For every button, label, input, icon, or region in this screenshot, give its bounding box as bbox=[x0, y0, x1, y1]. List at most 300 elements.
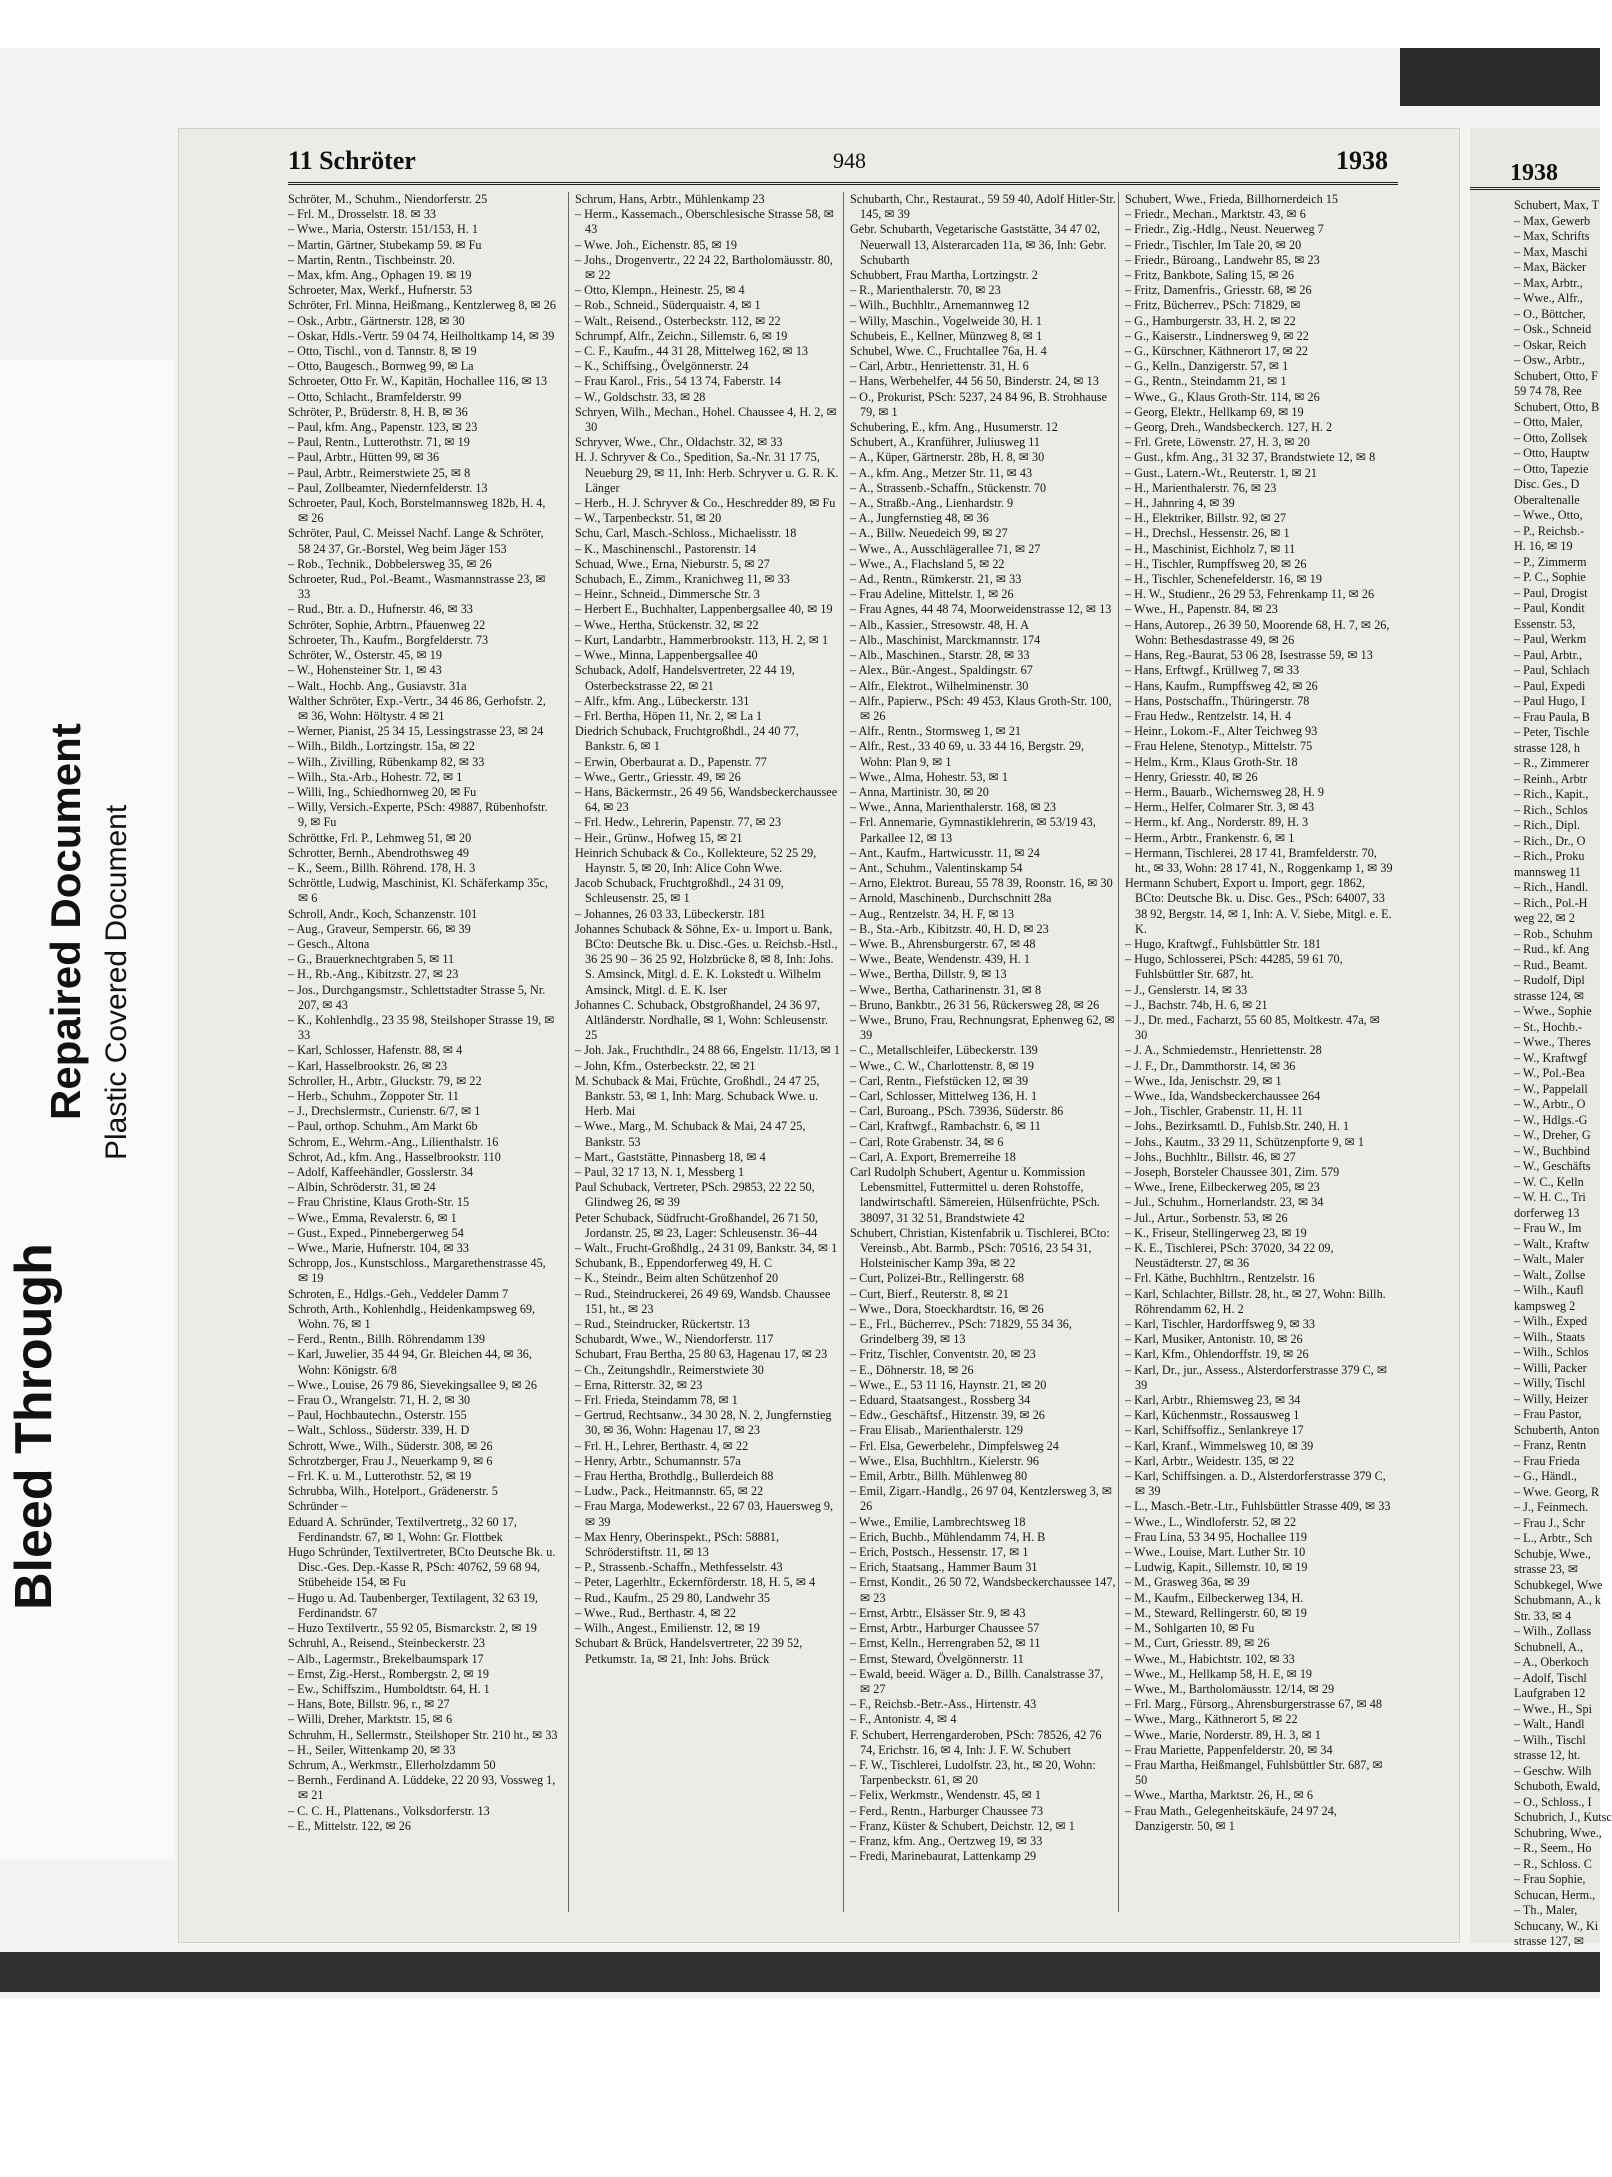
directory-entry: – Ludwig, Kapit., Sillemstr. 10, ✉ 19 bbox=[1125, 1560, 1308, 1575]
directory-entry: – Anna, Martinistr. 30, ✉ 20 bbox=[850, 784, 989, 799]
directory-entry: – Joseph, Borsteler Chaussee 301, Zim. 579 bbox=[1125, 1165, 1340, 1179]
directory-entry: – Franz, Küster & Schubert, Deichstr. 12, ✉ 1 bbox=[850, 1818, 1075, 1833]
directory-entry: – Wwe., Minna, Lappenbergsallee 40 bbox=[575, 648, 758, 663]
directory-entry: Schubbert, Frau Martha, Lortzingstr. 2 bbox=[850, 268, 1038, 283]
directory-page bbox=[178, 128, 1460, 1943]
facing-page-entry: strasse 127, ✉ bbox=[1514, 1934, 1585, 1948]
facing-page-entry: – Paul, Schlach bbox=[1514, 663, 1590, 677]
directory-entry: – Wwe., Hertha, Stückenstr. 32, ✉ 22 bbox=[575, 617, 759, 632]
directory-entry: Schröter, P., Brüderstr. 8, H. B, ✉ 36 bbox=[288, 404, 468, 419]
directory-entry: – Wwe., Marg., Käthnerort 5, ✉ 22 bbox=[1125, 1712, 1298, 1727]
directory-entry: – Frau Christine, Klaus Groth-Str. 15 bbox=[288, 1195, 470, 1210]
directory-entry: – Carl, Arbtr., Henriettenstr. 31, H. 6 bbox=[850, 359, 1029, 374]
directory-entry: M. Schuback & Mai, Früchte, Großhdl., 24 47 25, Bankstr. 53, ✉ 1, Inh: Marg. Schuback Wwe. u. Herb. Mai bbox=[575, 1073, 820, 1119]
facing-page-entry: – W., Dreher, G bbox=[1514, 1128, 1591, 1142]
directory-entry: – H., Elektriker, Billstr. 92, ✉ 27 bbox=[1125, 511, 1287, 526]
facing-page-entry: – R., Seem., Ho bbox=[1514, 1841, 1592, 1855]
directory-entry: – H., Jahnring 4, ✉ 39 bbox=[1125, 496, 1235, 511]
directory-entry: – Herb., Schuhm., Zoppoter Str. 11 bbox=[288, 1088, 459, 1103]
directory-entry: Johannes C. Schuback, Obstgroßhandel, 24 36 97, Altländerstr. Nordhalle, ✉ 1, Wohn: Schleusenstr. 25 bbox=[575, 997, 828, 1043]
facing-page-entry: Schubert, Otto, F bbox=[1514, 368, 1598, 383]
directory-entry: – Frau Lina, 53 34 95, Hochallee 119 bbox=[1125, 1529, 1307, 1544]
facing-page-entry: – W., Hdlgs.-G bbox=[1514, 1112, 1588, 1127]
directory-entry: – Erna, Ritterstr. 32, ✉ 23 bbox=[575, 1377, 703, 1392]
directory-entry: – Ant., Schuhm., Valentinskamp 54 bbox=[850, 860, 1023, 875]
directory-entry: – Wwe., Elsa, Buchhltrn., Kielerstr. 96 bbox=[850, 1453, 1039, 1468]
facing-page-entry: – Max, Schrifts bbox=[1514, 229, 1590, 243]
directory-entry: – Wwe., C. W., Charlottenstr. 8, ✉ 19 bbox=[850, 1058, 1034, 1073]
directory-entry: Schröter, M., Schuhm., Niendorferstr. 25 bbox=[288, 192, 488, 206]
directory-entry: – Huzo Textilvertr., 55 92 05, Bismarckstr. 2, ✉ 19 bbox=[288, 1621, 537, 1636]
directory-entry: Paul Schuback, Vertreter, PSch. 29853, 22 22 50, Glindweg 26, ✉ 39 bbox=[575, 1180, 815, 1210]
directory-entry: – Henry, Griesstr. 40, ✉ 26 bbox=[1125, 769, 1258, 784]
directory-entry: – Hugo, Schlosserei, PSch: 44285, 59 61 70, Fuhlsbüttler Str. 687, ht. bbox=[1125, 952, 1343, 982]
facing-page-entry: strasse 12, ht. bbox=[1514, 1748, 1581, 1762]
directory-entry: – Wwe., A., Flachsland 5, ✉ 22 bbox=[850, 556, 1005, 571]
directory-entry: – Wwe., Martha, Marktstr. 26, H., ✉ 6 bbox=[1125, 1788, 1314, 1803]
directory-entry: – Wwe., Rud., Berthastr. 4, ✉ 22 bbox=[575, 1605, 736, 1620]
directory-entry: – Joh., Tischler, Grabenstr. 11, H. 11 bbox=[1125, 1104, 1304, 1119]
directory-entry: – K. E., Tischlerei, PSch: 37020, 34 22 09, Neustädterstr. 27, ✉ 36 bbox=[1125, 1241, 1334, 1271]
directory-entry: – Alb., Kassier., Stresowstr. 48, H. A bbox=[850, 617, 1030, 632]
facing-page-entry: Schuberth, Anton bbox=[1514, 1422, 1600, 1437]
facing-page-entry: 59 74 78, Ree bbox=[1514, 384, 1582, 398]
facing-page-entry: Schubring, Wwe., bbox=[1514, 1825, 1602, 1840]
directory-entry: – H., Marienthalerstr. 76, ✉ 23 bbox=[1125, 480, 1277, 495]
facing-page-entry: – Otto, Maler, bbox=[1514, 415, 1583, 429]
directory-entry: – Jul., Schuhm., Hornerlandstr. 23, ✉ 34 bbox=[1125, 1195, 1324, 1210]
directory-entry: – Otto, Baugesch., Bornweg 99, ✉ La bbox=[288, 359, 474, 374]
directory-entry: – Joh. Jak., Fruchthdlr., 24 88 66, Engelstr. 11/13, ✉ 1 bbox=[575, 1043, 841, 1058]
directory-entry: Schrom, E., Wehrm.-Ang., Lilienthalstr. 16 bbox=[288, 1134, 499, 1149]
directory-entry: – G., Hamburgerstr. 33, H. 2, ✉ 22 bbox=[1125, 313, 1296, 328]
directory-entry: – Johs., Kautm., 33 29 11, Schützenpforte 9, ✉ 1 bbox=[1125, 1134, 1364, 1149]
directory-entry: H. J. Schryver & Co., Spedition, Sa.-Nr. 31 17 75, Neueburg 29, ✉ 11, Inh: Herb. Schryver u. G. R. K. Länger bbox=[575, 450, 839, 495]
directory-entry: – Karl, Kranf., Wimmelsweg 10, ✉ 39 bbox=[1125, 1438, 1314, 1453]
directory-entry: – Rud., Steindrucker, Rückertstr. 13 bbox=[575, 1317, 750, 1332]
directory-entry: – Karl, Tischler, Hardorffsweg 9, ✉ 33 bbox=[1125, 1317, 1315, 1332]
directory-entry: – Ew., Schiffszim., Humboldtstr. 64, H. 1 bbox=[288, 1681, 490, 1696]
directory-entry: – Osk., Arbtr., Gärtnerstr. 128, ✉ 30 bbox=[288, 313, 465, 328]
facing-page-entry: Schubnell, A., bbox=[1514, 1639, 1584, 1654]
directory-entry: Schroeter, Rud., Pol.-Beamt., Wasmannstrasse 23, ✉ 33 bbox=[288, 572, 546, 602]
directory-entry: – Karl, Arbtr., Rhiemsweg 23, ✉ 34 bbox=[1125, 1393, 1301, 1408]
directory-entry: – Alex., Bür.-Angest., Spaldingstr. 67 bbox=[850, 663, 1033, 678]
directory-entry: – Erich, Postsch., Hessenstr. 17, ✉ 1 bbox=[850, 1545, 1029, 1560]
directory-entry: – Alfr., Rest., 33 40 69, u. 33 44 16, Bergstr. 29, Wohn: Plan 9, ✉ 1 bbox=[850, 739, 1085, 769]
directory-entry: – Herm., Kassemach., Oberschlesische Strasse 58, ✉ 43 bbox=[575, 207, 834, 237]
directory-entry: Heinrich Schuback & Co., Kollekteure, 52 25 29, Haynstr. 5, ✉ 20, Inh: Alice Cohn Wwe. bbox=[575, 845, 817, 875]
directory-entry: – Paul, Rentn., Lutterothstr. 71, ✉ 19 bbox=[288, 435, 470, 450]
directory-entry: Schubert, Wwe., Frieda, Billhornerdeich 15 bbox=[1125, 192, 1339, 206]
directory-entry: – Frau Agnes, 44 48 74, Moorweidenstrasse 12, ✉ 13 bbox=[850, 602, 1112, 617]
directory-entry: Schropp, Jos., Kunstschloss., Margarethenstrasse 45, ✉ 19 bbox=[288, 1256, 546, 1286]
facing-page-entry: – Rich., Kapit., bbox=[1514, 787, 1589, 801]
facing-page-entry: Schubje, Wwe., bbox=[1514, 1546, 1591, 1561]
directory-entry: Schubart, Frau Bertha, 25 80 63, Hagenau 17, ✉ 23 bbox=[575, 1347, 828, 1362]
directory-entry: – Willi, Dreher, Marktstr. 15, ✉ 6 bbox=[288, 1712, 453, 1727]
facing-page-entry: – Wwe., Sophie bbox=[1514, 1004, 1592, 1018]
directory-entry: – Wwe., Marie, Norderstr. 89, H. 3, ✉ 1 bbox=[1125, 1727, 1321, 1742]
facing-page-entry: – W., Kraftwgf bbox=[1514, 1050, 1588, 1065]
directory-entry: – H., Seiler, Wittenkamp 20, ✉ 33 bbox=[288, 1742, 456, 1757]
facing-page-entry: Schucany, W., Ki bbox=[1514, 1918, 1599, 1933]
directory-entry: Schröter, Sophie, Arbtrn., Pfauenweg 22 bbox=[288, 617, 486, 632]
directory-entry: Schubach, E., Zimm., Kranichweg 11, ✉ 33 bbox=[575, 572, 790, 587]
directory-entry: – Karl, Küchenmstr., Rossausweg 1 bbox=[1125, 1408, 1300, 1423]
directory-entry: – Paul, Arbtr., Hütten 99, ✉ 36 bbox=[288, 450, 440, 465]
directory-entry: – Hans, Kaufm., Rumpffsweg 42, ✉ 26 bbox=[1125, 678, 1318, 693]
directory-entry: Schroeter, Th., Kaufm., Borgfelderstr. 73 bbox=[288, 632, 489, 647]
directory-entry: – Alb., Maschinist, Marckmannstr. 174 bbox=[850, 632, 1041, 647]
directory-entry: Schroller, H., Arbtr., Gluckstr. 79, ✉ 22 bbox=[288, 1073, 482, 1088]
facing-page-entry: – Otto, Hauptw bbox=[1514, 446, 1590, 460]
directory-entry: Schubeis, E., Kellner, Münzweg 8, ✉ 1 bbox=[850, 328, 1043, 343]
directory-entry: – Alfr., Elektrot., Wilhelminenstr. 30 bbox=[850, 678, 1029, 693]
directory-entry: – Karl, Juwelier, 35 44 94, Gr. Bleichen 44, ✉ 36, Wohn: Königstr. 6/8 bbox=[288, 1347, 532, 1377]
facing-page-entry: – Wilh., Schlos bbox=[1514, 1345, 1589, 1359]
facing-page-entry: – Paul, Kondit bbox=[1514, 601, 1585, 615]
facing-page-entry: – Frau Sophie, bbox=[1514, 1872, 1586, 1886]
directory-entry: – A., Jungfernstieg 48, ✉ 36 bbox=[850, 511, 989, 526]
facing-page-entry: – Adolf, Tischl bbox=[1514, 1670, 1587, 1685]
directory-entry: – H., Tischler, Rumpffsweg 20, ✉ 26 bbox=[1125, 556, 1307, 571]
facing-page-entry: – Wwe., Alfr., bbox=[1514, 291, 1583, 305]
directory-entry: Gebr. Schubarth, Vegetarische Gaststätte, 34 47 02, Neuerwall 13, Alsterarcaden 11a, ✉ 36, Inh: Gebr. Schubarth bbox=[850, 222, 1107, 267]
directory-entry: – Wwe., Gertr., Griesstr. 49, ✉ 26 bbox=[575, 769, 741, 784]
directory-entry: – G., Brauerknechtgraben 5, ✉ 11 bbox=[288, 952, 455, 967]
facing-page-entry: – A., Oberkoch bbox=[1514, 1655, 1589, 1669]
directory-entry: – Frau Math., Gelegenheitskäufe, 24 97 24, Danzigerstr. 50, ✉ 1 bbox=[1125, 1803, 1337, 1833]
facing-page-entry: – Peter, Tischle bbox=[1514, 725, 1590, 739]
directory-column-4 bbox=[1118, 192, 1395, 1912]
directory-entry: – Herm., Bauarb., Wichernsweg 28, H. 9 bbox=[1125, 784, 1324, 799]
directory-entry: Schruhm, H., Sellermstr., Steilshoper Str. 210 ht., ✉ 33 bbox=[288, 1727, 558, 1742]
directory-entry: – Paul, Zollbeamter, Niedernfelderstr. 13 bbox=[288, 480, 488, 495]
directory-entry: – Wwe., Irene, Eilbeckerweg 205, ✉ 23 bbox=[1125, 1180, 1320, 1195]
directory-entry: – J., Drechslermstr., Curienstr. 6/7, ✉ 1 bbox=[288, 1104, 481, 1119]
directory-entry: – Wwe., Bruno, Frau, Rechnungsrat, Ephenweg 62, ✉ 39 bbox=[850, 1012, 1115, 1043]
directory-entry: – Ad., Rentn., Rümkerstr. 21, ✉ 33 bbox=[850, 572, 1022, 587]
directory-entry: – Heinr., Lokom.-F., Alter Teichweg 93 bbox=[1125, 724, 1318, 739]
facing-page-entry: – Max, Bäcker bbox=[1514, 260, 1587, 274]
directory-entry: – Carl, Rote Grabenstr. 34, ✉ 6 bbox=[850, 1134, 1004, 1149]
directory-entry: – Paul, kfm. Ang., Papenstr. 123, ✉ 23 bbox=[288, 420, 478, 435]
facing-page-entry: H. 16, ✉ 19 bbox=[1514, 539, 1573, 553]
directory-entry: – Wwe., M., Habichtstr. 102, ✉ 33 bbox=[1125, 1651, 1295, 1666]
directory-entry: – Hans, Werbehelfer, 44 56 50, Binderstr. 24, ✉ 13 bbox=[850, 374, 1099, 389]
facing-page-entry: – P. C., Sophie bbox=[1514, 570, 1586, 584]
facing-page-entry: – Max, Maschi bbox=[1514, 244, 1588, 259]
facing-page-entry: – G., Händl., bbox=[1514, 1469, 1577, 1483]
directory-entry: – K., Maschinenschl., Pastorenstr. 14 bbox=[575, 541, 757, 556]
directory-entry: – A., Küper, Gärtnerstr. 28b, H. 8, ✉ 30 bbox=[850, 450, 1045, 465]
directory-entry: – Albin, Schröderstr. 31, ✉ 24 bbox=[288, 1180, 436, 1195]
directory-entry: – F. W., Tischlerei, Ludolfstr. 23, ht., ✉ 20, Wohn: Tarpenbeckstr. 61, ✉ 20 bbox=[850, 1757, 1096, 1788]
directory-entry: – W., Hohensteiner Str. 1, ✉ 43 bbox=[288, 663, 442, 678]
directory-entry: – Frau Helene, Stenotyp., Mittelstr. 75 bbox=[1125, 739, 1313, 754]
directory-entry: – Frl. Käthe, Buchhltrn., Rentzelstr. 16 bbox=[1125, 1271, 1315, 1286]
directory-entry: – Wwe., Emma, Revalerstr. 6, ✉ 1 bbox=[288, 1210, 457, 1225]
directory-entry: Schroll, Andr., Koch, Schanzenstr. 101 bbox=[288, 906, 478, 921]
directory-entry: – Karl, Musiker, Antonistr. 10, ✉ 26 bbox=[1125, 1332, 1303, 1347]
directory-entry: – K., Seem., Billh. Röhrend. 178, H. 3 bbox=[288, 860, 476, 875]
directory-entry: – Herbert E., Buchhalter, Lappenbergsallee 40, ✉ 19 bbox=[575, 602, 833, 617]
facing-page-entry: – Wwe. Georg, R bbox=[1514, 1484, 1600, 1499]
directory-entry: – Herb., H. J. Schryver & Co., Heschredder 89, ✉ Fu bbox=[575, 496, 836, 511]
directory-entry: – Henry, Arbtr., Schumannstr. 57a bbox=[575, 1453, 741, 1468]
directory-entry: – J. A., Schmiedemstr., Henriettenstr. 28 bbox=[1125, 1043, 1322, 1058]
directory-entry: – Max Henry, Oberinspekt., PSch: 58881, Schröderstiftstr. 11, ✉ 13 bbox=[575, 1529, 780, 1560]
facing-page-entry: – Frau W., Im bbox=[1514, 1221, 1582, 1235]
directory-entry: – M., Curt, Griesstr. 89, ✉ 26 bbox=[1125, 1636, 1270, 1651]
directory-entry: – H., Drechsl., Hessenstr. 26, ✉ 1 bbox=[1125, 526, 1290, 541]
directory-entry: – Arnold, Maschinenb., Durchschnitt 28a bbox=[850, 891, 1052, 906]
directory-entry: – Georg, Dreh., Wandsbeckerch. 127, H. 2 bbox=[1125, 420, 1333, 435]
directory-entry: – Paul, orthop. Schuhm., Am Markt 6b bbox=[288, 1119, 478, 1134]
directory-entry: – Alb., Lagermstr., Brekelbaumspark 17 bbox=[288, 1651, 484, 1666]
directory-entry: Schubarth, Chr., Restaurat., 59 59 40, Adolf Hitler-Str. 145, ✉ 39 bbox=[850, 192, 1116, 222]
directory-entry: – Alfr., kfm. Ang., Lübeckerstr. 131 bbox=[575, 693, 750, 708]
directory-entry: – M., Sohlgarten 10, ✉ Fu bbox=[1125, 1621, 1255, 1636]
facing-page-entry: strasse 128, h bbox=[1514, 740, 1581, 755]
directory-entry: Schruhl, A., Reisend., Steinbeckerstr. 23 bbox=[288, 1636, 486, 1651]
facing-page-entry: – Wwe., Otto, bbox=[1514, 508, 1583, 522]
directory-entry: – Curt, Bierf., Reuterstr. 8, ✉ 21 bbox=[850, 1286, 1009, 1301]
page-year: 1938 bbox=[1336, 146, 1388, 175]
directory-entry: Schröttle, Ludwig, Maschinist, Kl. Schäferkamp 35c, ✉ 6 bbox=[288, 876, 548, 906]
directory-entry: Schrot, Ad., kfm. Ang., Hasselbrookstr. 110 bbox=[288, 1149, 501, 1164]
directory-entry: – Wwe., Dora, Stoeckhardtstr. 16, ✉ 26 bbox=[850, 1301, 1044, 1316]
directory-entry: – Johs., Drogenvertr., 22 24 22, Bartholomäusstr. 80, ✉ 22 bbox=[575, 252, 833, 283]
directory-entry: – L., Masch.-Betr.-Ltr., Fuhlsbüttler Strasse 409, ✉ 33 bbox=[1125, 1499, 1391, 1514]
directory-entry: – Karl, Schiffsoffiz., Senlankreye 17 bbox=[1125, 1423, 1304, 1438]
facing-page-entry: – W., Buchbind bbox=[1514, 1143, 1590, 1158]
directory-entry: – W., Goldschstr. 33, ✉ 28 bbox=[575, 389, 706, 404]
facing-page-entry: – Osw., Arbtr., bbox=[1514, 353, 1585, 367]
facing-page-entry: Schubrich, J., Kutsc bbox=[1514, 1810, 1612, 1824]
directory-entry: – J., Genslerstr. 14, ✉ 33 bbox=[1125, 982, 1248, 997]
facing-page-entry: mannsweg 11 bbox=[1514, 864, 1581, 879]
directory-entry: – K., Steindr., Beim alten Schützenhof 20 bbox=[575, 1271, 779, 1286]
directory-entry: – Wwe., Louise, Mart. Luther Str. 10 bbox=[1125, 1545, 1306, 1560]
directory-columns bbox=[288, 192, 1398, 1912]
facing-page-entry: – Paul, Expedi bbox=[1514, 678, 1586, 693]
facing-page-entry: – Oskar, Reich bbox=[1514, 337, 1587, 352]
facing-page-entry: – Geschw. Wilh bbox=[1514, 1763, 1592, 1778]
directory-entry: – A., kfm. Ang., Metzer Str. 11, ✉ 43 bbox=[850, 465, 1033, 480]
facing-page-entry: – Frau Pastor, bbox=[1514, 1407, 1582, 1421]
directory-entry: – Karl, Hasselbrookstr. 26, ✉ 23 bbox=[288, 1058, 448, 1073]
directory-entry: – Hans, Reg.-Baurat, 53 06 28, Isestrasse 59, ✉ 13 bbox=[1125, 648, 1373, 663]
directory-entry: – Fritz, Bankbote, Saling 15, ✉ 26 bbox=[1125, 268, 1294, 283]
directory-entry: – M., Kaufm., Eilbeckerweg 134, H. bbox=[1125, 1590, 1304, 1605]
directory-entry: – A., Strassenb.-Schaffn., Stückenstr. 70 bbox=[850, 480, 1047, 495]
facing-page-entry: – Wilh., Tischl bbox=[1514, 1732, 1586, 1747]
directory-entry: – Carl, Kraftwgf., Rambachstr. 6, ✉ 11 bbox=[850, 1119, 1041, 1134]
facing-page-entry: – Rudolf, Dipl bbox=[1514, 973, 1585, 987]
facing-page-entry: – Rich., Proku bbox=[1514, 849, 1585, 863]
facing-page-entry: – Frau Paula, B bbox=[1514, 709, 1590, 724]
facing-page-entry: – Willi, Packer bbox=[1514, 1360, 1587, 1375]
directory-entry: – J., Bachstr. 74b, H. 6, ✉ 21 bbox=[1125, 997, 1268, 1012]
directory-entry: – B., Sta.-Arb., Kibitzstr. 40, H. D, ✉ 23 bbox=[850, 921, 1049, 936]
directory-entry: Peter Schuback, Südfrucht-Großhandel, 26 71 50, Jordanstr. 25, ✉ 23, Lager: Schleusenstr. 36–44 bbox=[575, 1210, 819, 1240]
directory-entry: – Herm., Arbtr., Frankenstr. 6, ✉ 1 bbox=[1125, 830, 1295, 845]
directory-entry: Schu, Carl, Masch.-Schloss., Michaelisstr. 18 bbox=[575, 526, 797, 541]
facing-page-entry: Schubkegel, Wwe bbox=[1514, 1577, 1603, 1592]
directory-entry: – Heinr., Schneid., Dimmersche Str. 3 bbox=[575, 587, 760, 602]
directory-entry: Jacob Schuback, Fruchtgroßhdl., 24 31 09, Schleusenstr. 25, ✉ 1 bbox=[575, 876, 784, 906]
facing-page-entry: Schubert, Otto, B bbox=[1514, 399, 1600, 414]
facing-page-entry: – Willy, Heizer bbox=[1514, 1391, 1588, 1406]
facing-page-entry: Oberaltenalle bbox=[1514, 492, 1580, 507]
directory-entry: Eduard A. Schründer, Textilvertretg., 32 60 17, Ferdinandstr. 67, ✉ 1, Wohn: Gr. Flottbek bbox=[288, 1514, 517, 1544]
directory-entry: – Wilh., Angest., Emilienstr. 12, ✉ 19 bbox=[575, 1621, 760, 1636]
directory-entry: – Wwe., M., Hellkamp 58, H. E, ✉ 19 bbox=[1125, 1666, 1313, 1681]
directory-entry: – Franz, kfm. Ang., Oertzweg 19, ✉ 33 bbox=[850, 1833, 1043, 1848]
directory-entry: Diedrich Schuback, Fruchtgroßhdl., 24 40 77, Bankstr. 6, ✉ 1 bbox=[575, 724, 799, 754]
directory-entry: – Walt., Schloss., Süderstr. 339, H. D bbox=[288, 1423, 470, 1438]
directory-entry: – C. F., Kaufm., 44 31 28, Mittelweg 162, ✉ 13 bbox=[575, 344, 809, 359]
facing-page-year: 1938 bbox=[1470, 128, 1600, 190]
directory-entry: Johannes Schuback & Söhne, Ex- u. Import u. Bank, BCto: Deutsche Bk. u. Disc.-Ges. u. Reichsb.-Hstl., 36 25 90 – 36 25 92, Holzbrücke 8, ✉ 8, Inh: Johs. S. Amsinck, Mitgl. d. E. K. Lokstedt u. Wilhelm Amsinck, Mitgl. d. E. K. Iser bbox=[575, 921, 838, 997]
directory-entry: – Frl. Annemarie, Gymnastiklehrerin, ✉ 53/19 43, Parkallee 12, ✉ 13 bbox=[850, 815, 1096, 845]
directory-entry: – Gesch., Altona bbox=[288, 936, 370, 951]
directory-entry: Schroten, E., Hdlgs.-Geh., Veddeler Damm 7 bbox=[288, 1286, 509, 1301]
directory-column-1 bbox=[288, 192, 558, 1912]
directory-entry: Walther Schröter, Exp.-Vertr., 34 46 86, Gerhofstr. 2, ✉ 36, Wohn: Höltystr. 4 ✉ 21 bbox=[288, 693, 546, 723]
directory-entry: – Paul, Hochbautechn., Osterstr. 155 bbox=[288, 1408, 467, 1423]
directory-entry: Schryver, Wwe., Chr., Oldachstr. 32, ✉ 33 bbox=[575, 435, 783, 450]
directory-entry: – Wwe., E., 53 11 16, Haynstr. 21, ✉ 20 bbox=[850, 1377, 1047, 1392]
directory-entry: – Hans, Autorep., 26 39 50, Moorende 68, H. 7, ✉ 26, Wohn: Bethesdastrasse 49, ✉ 26 bbox=[1125, 617, 1390, 647]
directory-entry: – Frl. H., Lehrer, Berthastr. 4, ✉ 22 bbox=[575, 1438, 749, 1453]
directory-entry: – Erich, Buchb., Mühlendamm 74, H. B bbox=[850, 1529, 1046, 1544]
directory-entry: – Wilh., Bildh., Lortzingstr. 15a, ✉ 22 bbox=[288, 739, 475, 754]
directory-entry: – Rud., Steindruckerei, 26 49 69, Wandsb. Chaussee 151, ht., ✉ 23 bbox=[575, 1286, 831, 1316]
directory-entry: – Edw., Geschäftsf., Hitzenstr. 39, ✉ 26 bbox=[850, 1408, 1045, 1423]
directory-entry: – Hans, Bote, Billstr. 96, r., ✉ 27 bbox=[288, 1697, 450, 1712]
directory-entry: – Wwe., Louise, 26 79 86, Sievekingsallee 9, ✉ 26 bbox=[288, 1377, 537, 1392]
directory-entry: – Fritz, Tischler, Conventstr. 20, ✉ 23 bbox=[850, 1347, 1036, 1362]
directory-entry: Schubert, A., Kranführer, Juliusweg 11 bbox=[850, 435, 1040, 450]
directory-entry: – Frl. Bertha, Höpen 11, Nr. 2, ✉ La 1 bbox=[575, 708, 763, 723]
directory-entry: – Mart., Gaststätte, Pinnasberg 18, ✉ 4 bbox=[575, 1149, 766, 1164]
facing-page-entry: – Rud., Beamt. bbox=[1514, 957, 1588, 972]
facing-page-entry: – Otto, Tapezie bbox=[1514, 461, 1589, 476]
facing-page-entry: – Max, Gewerb bbox=[1514, 213, 1591, 228]
directory-entry: – Gust., kfm. Ang., 31 32 37, Brandstwiete 12, ✉ 8 bbox=[1125, 450, 1376, 465]
directory-entry: – Hugo, Kraftwgf., Fuhlsbüttler Str. 181 bbox=[1125, 936, 1322, 951]
facing-page-entry: – W. H. C., Tri bbox=[1514, 1190, 1586, 1204]
directory-column-3 bbox=[843, 192, 1116, 1912]
facing-page-entry: – Rich., Schlos bbox=[1514, 802, 1588, 817]
facing-page-entry: – Paul, Arbtr., bbox=[1514, 647, 1583, 662]
directory-entry: – Helm., Krm., Klaus Groth-Str. 18 bbox=[1125, 754, 1298, 769]
directory-entry: – Hans, Postschaffn., Thüringerstr. 78 bbox=[1125, 693, 1310, 708]
directory-entry: – Carl, Buroang., PSch. 73936, Süderstr. 86 bbox=[850, 1104, 1064, 1119]
directory-entry: – Wwe., Ida, Wandsbeckerchaussee 264 bbox=[1125, 1088, 1321, 1103]
directory-entry: – A., Straßb.-Ang., Lienhardstr. 9 bbox=[850, 496, 1014, 511]
directory-entry: – O., Prokurist, PSch: 5237, 24 84 96, B. Strohhause 79, ✉ 1 bbox=[850, 389, 1107, 419]
facing-page-entry: – J., Feinmech. bbox=[1514, 1500, 1589, 1514]
directory-entry: – Gertrud, Rechtsanw., 34 30 28, N. 2, Jungfernstieg 30, ✉ 36, Wohn: Hagenau 17, ✉ 23 bbox=[575, 1408, 832, 1438]
directory-entry: – Frau O., Wrangelstr. 71, H. 2, ✉ 30 bbox=[288, 1393, 471, 1408]
directory-entry: – Peter, Lagerhltr., Eckernförderstr. 18, H. 5, ✉ 4 bbox=[575, 1575, 816, 1590]
directory-entry: – Alfr., Rentn., Stormsweg 1, ✉ 21 bbox=[850, 724, 1022, 739]
facing-page-entry: Disc. Ges., D bbox=[1514, 477, 1580, 491]
directory-entry: – Ernst, Arbtr., Elsässer Str. 9, ✉ 43 bbox=[850, 1605, 1026, 1620]
repaired-document-label: Repaired Document bbox=[42, 723, 89, 1120]
directory-entry: – Wwe. Joh., Eichenstr. 85, ✉ 19 bbox=[575, 237, 737, 252]
directory-entry: – Wwe., Marg., M. Schuback & Mai, 24 47 25, Bankstr. 53 bbox=[575, 1119, 806, 1149]
directory-entry: – Johannes, 26 03 33, Lübeckerstr. 181 bbox=[575, 906, 766, 921]
directory-entry: – Carl, Rentn., Fiefstücken 12, ✉ 39 bbox=[850, 1073, 1029, 1088]
directory-entry: – K., Friseur, Stellingerweg 23, ✉ 19 bbox=[1125, 1225, 1307, 1240]
directory-entry: – Frau Marga, Modewerkst., 22 67 03, Hauersweg 9, ✉ 39 bbox=[575, 1499, 834, 1529]
facing-page-entry: Schucan, Herm., bbox=[1514, 1887, 1596, 1902]
directory-entry: Schrotter, Bernh., Abendrothsweg 49 bbox=[288, 845, 469, 860]
directory-entry: – Hugo u. Ad. Taubenberger, Textilagent, 32 63 19, Ferdinandstr. 67 bbox=[288, 1590, 538, 1620]
facing-page-entry: – L., Arbtr., Sch bbox=[1514, 1531, 1593, 1545]
directory-entry: – Friedr., Zig.-Hdlg., Neust. Neuerweg 7 bbox=[1125, 222, 1324, 237]
facing-page-entry: – W., Arbtr., O bbox=[1514, 1097, 1586, 1111]
facing-page-entry: – Frau Frieda bbox=[1514, 1453, 1580, 1468]
facing-page-entry: dorferweg 13 bbox=[1514, 1205, 1580, 1220]
directory-entry: Schubank, B., Eppendorferweg 49, H. C bbox=[575, 1256, 772, 1271]
directory-entry: – Heir., Grünw., Hofweg 15, ✉ 21 bbox=[575, 830, 743, 845]
directory-entry: – G., Rentn., Steindamm 21, ✉ 1 bbox=[1125, 374, 1287, 389]
directory-entry: – Carl, A. Export, Bremerreihe 18 bbox=[850, 1149, 1016, 1164]
directory-entry: – G., Kürschner, Käthnerort 17, ✉ 22 bbox=[1125, 344, 1309, 359]
directory-entry: – Willi, Ing., Schiedhornweg 20, ✉ Fu bbox=[288, 784, 477, 799]
directory-entry: – F., Antonistr. 4, ✉ 4 bbox=[850, 1712, 957, 1727]
directory-entry: – Ferd., Rentn., Harburger Chaussee 73 bbox=[850, 1803, 1044, 1818]
directory-entry: F. Schubert, Herrengarderoben, PSch: 78526, 42 76 74, Erichstr. 16, ✉ 4, Inh: J. F. W. Schubert bbox=[850, 1727, 1102, 1757]
directory-entry: – Walt., Frucht-Großhdlg., 24 31 09, Bankstr. 34, ✉ 1 bbox=[575, 1241, 838, 1256]
directory-entry: – Ernst, Arbtr., Harburger Chaussee 57 bbox=[850, 1621, 1040, 1636]
directory-entry: – Fritz, Bücherrev., PSch: 71829, ✉ bbox=[1125, 298, 1301, 313]
directory-entry: – Rud., Btr. a. D., Hufnerstr. 46, ✉ 33 bbox=[288, 602, 473, 617]
directory-entry: – Wwe. B., Ahrensburgerstr. 67, ✉ 48 bbox=[850, 936, 1036, 951]
directory-entry: – Friedr., Mechan., Marktstr. 43, ✉ 6 bbox=[1125, 207, 1306, 222]
directory-entry: – Rob., Technik., Dobbelersweg 35, ✉ 26 bbox=[288, 556, 492, 571]
directory-entry: Schryen, Wilh., Mechan., Hohel. Chaussee 4, H. 2, ✉ 30 bbox=[575, 404, 837, 435]
directory-entry: – John, Kfm., Osterbeckstr. 22, ✉ 21 bbox=[575, 1058, 756, 1073]
directory-entry: – G., Kaiserstr., Lindnersweg 9, ✉ 22 bbox=[1125, 328, 1309, 343]
bleed-through-label: Bleed Through bbox=[5, 1243, 63, 1610]
directory-entry: – Max, kfm. Ang., Ophagen 19. ✉ 19 bbox=[288, 268, 472, 283]
directory-entry: – Herm., kf. Ang., Norderstr. 89, H. 3 bbox=[1125, 815, 1309, 830]
facing-page-entry: Essenstr. 53, bbox=[1514, 616, 1576, 631]
facing-page-entry: Schuboth, Ewald, bbox=[1514, 1779, 1601, 1793]
directory-entry: – Ch., Zeitungshdlr., Reimerstwiete 30 bbox=[575, 1362, 764, 1377]
directory-entry: – Frl. M., Drosselstr. 18. ✉ 33 bbox=[288, 207, 437, 222]
directory-entry: – Eduard, Staatsangest., Rossberg 34 bbox=[850, 1393, 1031, 1408]
facing-page-entry: – Max, Arbtr., bbox=[1514, 275, 1583, 290]
directory-entry: – C., Metallschleifer, Lübeckerstr. 139 bbox=[850, 1043, 1038, 1058]
facing-page-entry: strasse 23, ✉ bbox=[1514, 1562, 1579, 1576]
directory-entry: Schubardt, Wwe., W., Niendorferstr. 117 bbox=[575, 1332, 774, 1347]
directory-entry: Schroth, Arth., Kohlenhdlg., Heidenkampsweg 69, Wohn. 76, ✉ 1 bbox=[288, 1301, 536, 1332]
facing-page-entry: – Frau J., Schr bbox=[1514, 1515, 1585, 1530]
directory-entry: – J., Dr. med., Facharzt, 55 60 85, Moltkestr. 47a, ✉ 30 bbox=[1125, 1012, 1380, 1043]
directory-entry: – Willy, Maschin., Vogelweide 30, H. 1 bbox=[850, 313, 1043, 328]
directory-entry: – Wilh., Sta.-Arb., Hohestr. 72, ✉ 1 bbox=[288, 769, 463, 784]
directory-entry: – Hermann, Tischlerei, 28 17 41, Bramfelderstr. 70, ht., ✉ 33, Wohn: 28 17 41, N., Roggenkamp 1, ✉ 39 bbox=[1125, 845, 1393, 875]
directory-entry: – Frau Mariette, Pappenfelderstr. 20, ✉ 34 bbox=[1125, 1742, 1333, 1757]
